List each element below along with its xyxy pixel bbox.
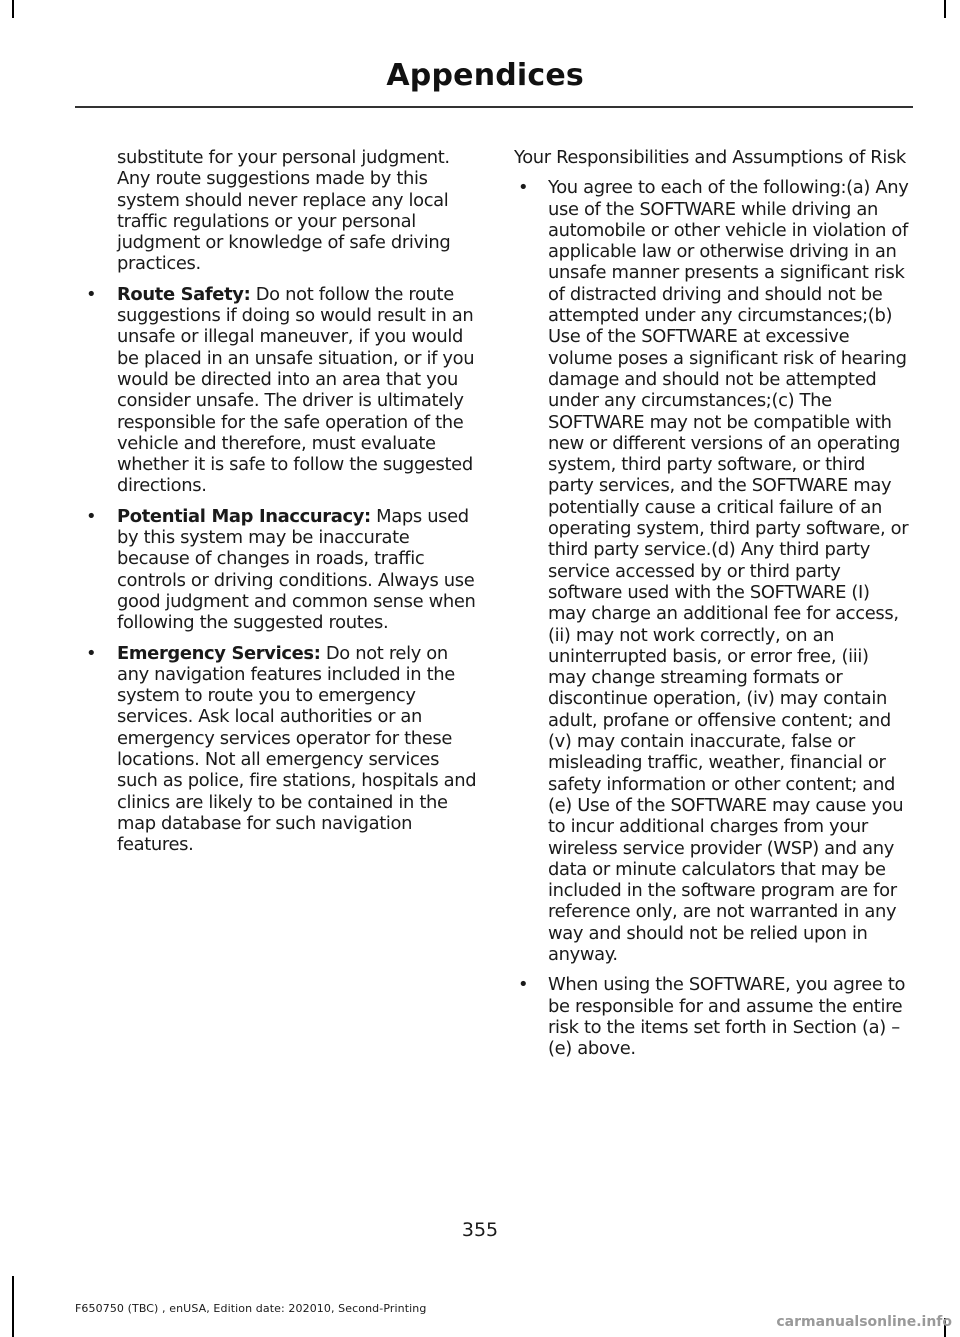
header-divider (75, 106, 913, 108)
bullet-term: Potential Map Inaccuracy: (117, 505, 371, 527)
edition-footer: F650750 (TBC) , enUSA, Edition date: 202010, Second-Printing (75, 1302, 427, 1315)
left-column (75, 147, 477, 856)
bullet-glyph: • (86, 505, 97, 527)
crop-mark-top-left (12, 0, 14, 18)
bullet-glyph: • (518, 974, 529, 996)
bullet-glyph: • (86, 283, 97, 305)
bullet-text: Do not rely on any navigation features included in the system to route you to emergency services. Ask local authorities or an emergency services operator for these locations. Not all emergency services such as police, fire stations, hospitals and clinics are likely to be contained in the map database for such navigation features. (117, 642, 477, 856)
section-heading: Your Responsibilities and Assumptions of Risk (514, 147, 906, 168)
watermark[interactable]: carmanualsonline.info (776, 1314, 952, 1330)
continuation-paragraph: substitute for your personal judgment. Any route suggestions made by this system should never replace any local traffic regulations or your personal judgment or knowledge of safe driving practices. (117, 147, 451, 275)
bullet-glyph: • (518, 177, 529, 199)
list-item (514, 177, 910, 965)
list-item (75, 506, 477, 634)
page-number: 355 (461, 1219, 499, 1241)
list-item (75, 643, 477, 856)
bullet-term: Emergency Services: (117, 642, 321, 664)
bullet-glyph: • (86, 642, 97, 664)
bullet-term: Route Safety: (117, 283, 251, 305)
bullet-text: Do not follow the route suggestions if doing so would result in an unsafe or illegal maneuver, if you would be placed in an unsafe situation, or if you would be directed into an area that you consider unsafe. The driver is ultimately responsible for the safe operation of the vehicle and therefore, must evaluate whether it is safe to follow the suggested directions. (117, 283, 475, 497)
list-item (514, 974, 910, 1059)
bullet-text: When using the SOFTWARE, you agree to be responsible for and assume the entire risk to the items set forth in Section (a) – (e) above. (548, 974, 906, 1060)
right-column (514, 147, 910, 1059)
list-item (75, 284, 477, 497)
page-title: Appendices (386, 58, 584, 93)
bullet-text: Maps used by this system may be inaccurate because of changes in roads, traffic controls or driving conditions. Always use good judgment and common sense when following the suggested routes. (117, 505, 476, 634)
crop-mark-bottom-left (12, 1276, 14, 1337)
crop-mark-top-right (944, 0, 946, 18)
bullet-text: You agree to each of the following:(a) Any use of the SOFTWARE while driving an automobile or other vehicle in violation of applicable law or otherwise driving in an unsafe manner presents a significant risk of distracted driving and should not be attempted under any circumstances;(b) Use of the SOFTWARE at excessive volume poses a significant risk of hearing damage and should not be attempted under any circumstances;(c) The SOFTWARE may not be compatible with new or different versions of an operating system, third party software, or third party services, and the SOFTWARE may potentially cause a critical failure of an operating system, third party software, or third party service.(d) Any third party service accessed by or third party software used with the SOFTWARE (I) may charge an additional fee for access, (ii) may not work correctly, on an uninterrupted basis, or error free, (iii) may change streaming formats or discontinue operation, (iv) may contain adult, profane or offensive content; and (v) may contain inaccurate, false or misleading traffic, weather, financial or safety information or other content; and (e) Use of the SOFTWARE may cause you to incur additional charges from your wireless service provider (WSP) and any data or minute calculators that may be included in the software program are for reference only, are not warranted in any way and should not be relied upon in anyway. (548, 177, 909, 965)
